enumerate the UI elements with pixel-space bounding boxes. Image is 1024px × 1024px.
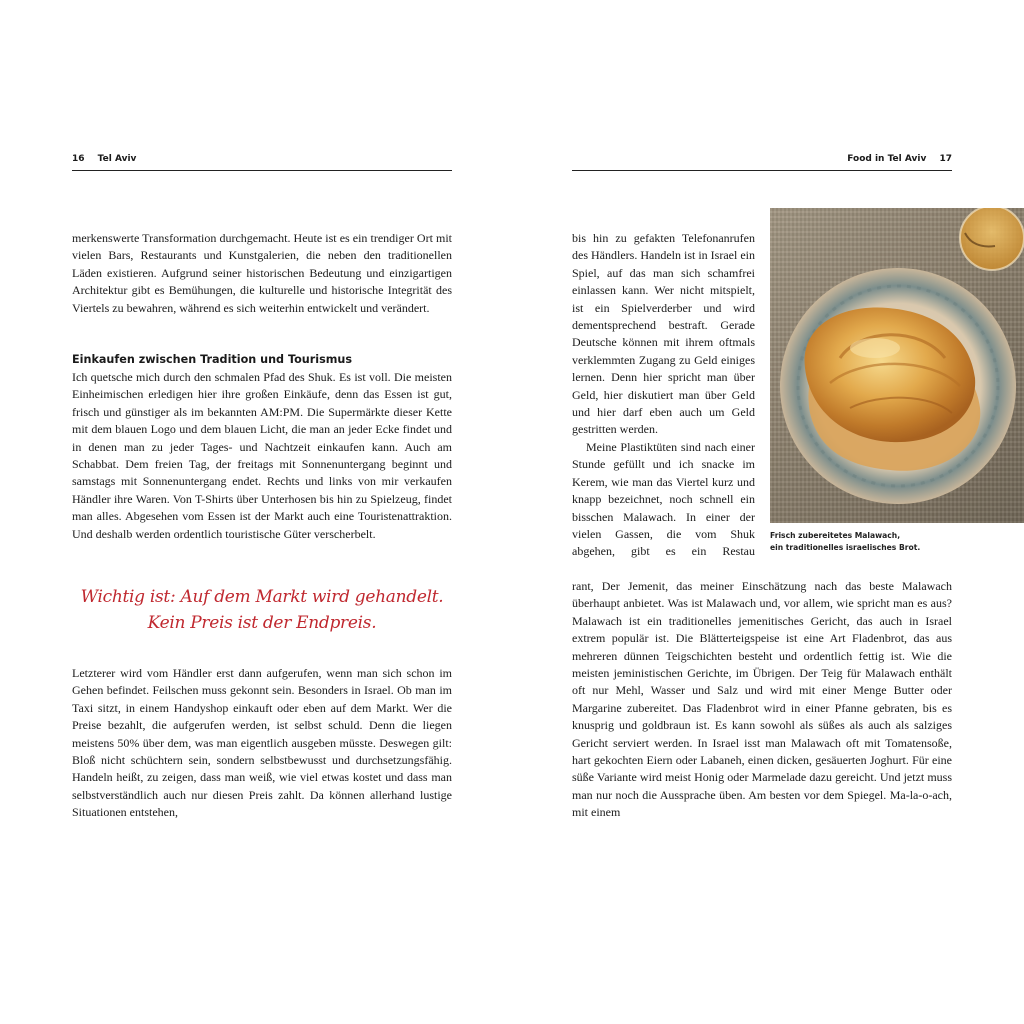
running-head-title-left: Tel Aviv [97, 154, 137, 164]
running-head-title-right: Food in Tel Aviv [847, 154, 927, 164]
caption-line-2: ein traditionelles israelisches Brot. [770, 543, 921, 552]
column-paragraph-1: bis hin zu gefakten Telefonanrufen des Händlers. Handeln ist in Israel ein Spiel, auf das man sich schamfrei einlassen kann. Wer nicht mitspielt, ist ein Spielverderber und wird dementsprechend bestraft. Gerade Deutsche können mit ihrem oftmals verklemmten Zugang zu Geld einiges lernen. Denn hier spricht man über Geld, hier diskutiert man über Geld und hier darf eben auch um Geld gestritten werden. [572, 231, 755, 437]
page-number-right: 17 [939, 154, 952, 164]
caption-line-1: Frisch zubereitetes Malawach, [770, 531, 901, 540]
section-heading: Einkaufen zwischen Tradition und Tourismus [72, 353, 353, 366]
running-head-right [572, 154, 952, 171]
column-paragraph-2: Meine Plastiktüten sind nach einer Stunde gefüllt und ich snacke im Kerem, wie man das Viertel kurz und knapp bezeichnet, noch schnell ein bisschen Malawach. In einer der vielen Gassen, die vom Shuk abgehen, gibt es ein Restau [572, 439, 755, 559]
intro-paragraph: merkenswerte Transformation durchgemacht. Heute ist es ein trendiger Ort mit vielen Bars, Restaurants und Kunstgalerien, die neben den traditionellen Läden existieren. Aufgrund seiner historischen Bedeutung und einzigartigen Architektur gibt es Bemühungen, die kulturelle und historische Integrität des Viertels zu bewahren, während es sich weiterhin entwickelt und verändert. [72, 231, 452, 315]
market-paragraph: Ich quetsche mich durch den schmalen Pfad des Shuk. Es ist voll. Die meisten Einheimischen erledigen hier ihre großen Einkäufe, denn das Essen ist gut, frisch und günstiger als im bekannten AM:PM. Die Supermärkte dieser Kette mit dem blauen Logo und dem blauen Licht, die man an jeder Ecke findet und in denen man zu jeder Tages- und Nachtzeit einkaufen kann. Auch am Schabbat. Dem freien Tag, der freitags mit Sonnenuntergang beginnt und samstags mit Sonnenuntergang endet. Rechts und links von mir verkaufen Händler ihre Waren. Von T-Shirts über Unterhosen bis hin zu Spielzeug, findet man alles. Abgesehen vom Essen ist der Markt auch eine Touristenattraktion. Und deshalb werden ordentlich touristische Güter verscherbelt. [72, 370, 452, 541]
pull-quote-line-1: Wichtig ist: Auf dem Markt wird gehandelt. [80, 587, 444, 607]
full-width-paragraph: rant, Der Jemenit, das meiner Einschätzung nach das beste Malawach überhaupt anbietet. Was ist Malawach und, vor allem, wie spricht man es aus? Malawach ist ein traditionelles jemenitisches Gericht, das auch in Israel extrem populär ist. Die Blätterteigspeise ist eine Art Fladenbrot, das aus mehreren dünnen Teigschichten besteht und ordentlich fettig ist. Wie die meisten jeministischen Gerichte, im Übrigen. Der Teig für Malawach enthält oft nur Mehl, Wasser und Salz und wird mit einer Menge Butter oder Margarine zubereitet. Das Fladenbrot wird in einer Pfanne gebraten, bis es knusprig und goldbraun ist. Es kann sowohl als süßes als auch als salziges Gericht serviert werden. In Israel isst man Malawach oft mit Tomatensoße, hart gekochten Eiern oder Labaneh, einen dicken, gesäuerten Joghurt. Für eine süße Variante wird meist Honig oder Marmelade dazu gereicht. Und jetzt muss man nur noch die Aussprache üben. Am besten vor dem Spiegel. Ma-la-o-ach, mit einem [572, 579, 952, 820]
left-page [72, 0, 452, 1024]
after-quote-paragraph: Letzterer wird vom Händler erst dann aufgerufen, wenn man sich schon im Gehen befindet. Feilschen muss gekonnt sein. Besonders in Israel. Ob man im Taxi sitzt, in einem Handyshop einkauft oder eben auf dem Markt. Wer die Preise bezahlt, die aufgerufen werden, ist selbst schuld. Denn die liegen meistens 50% über dem, was man eigentlich ausgeben müsste. Deswegen gilt: Bloß nicht schüchtern sein, sondern selbstbewusst und durchsetzungsfähig. Handeln heißt, zu zeigen, dass man weiß, wie viel etwas kostet und dass man selbstverständlich auch nur diesen Preis zahlt. Da können allerhand lustige Situationen entstehen, [72, 666, 452, 820]
running-head-left [72, 154, 452, 171]
narrow-column [572, 230, 755, 561]
right-page [572, 0, 952, 1024]
pull-quote [72, 584, 452, 636]
malawach-illustration [770, 208, 1024, 523]
malawach-photo [770, 208, 1024, 523]
photo-caption [770, 530, 950, 554]
page-number-left: 16 [72, 154, 85, 164]
pull-quote-line-2: Kein Preis ist der Endpreis. [147, 613, 377, 633]
